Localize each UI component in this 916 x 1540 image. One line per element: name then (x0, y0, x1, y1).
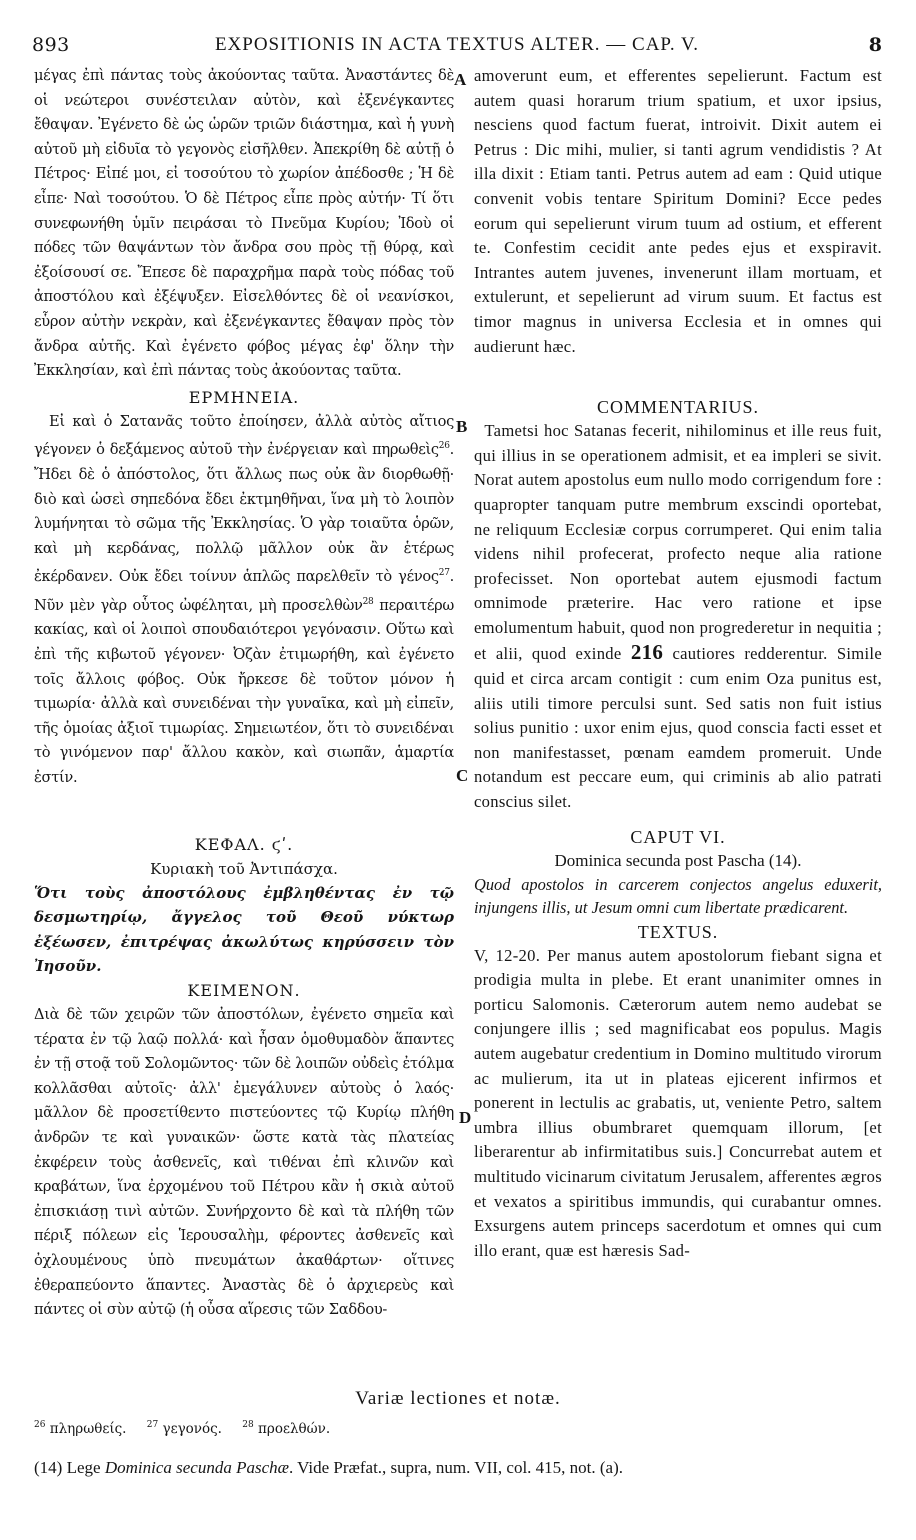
greek-text-bottom: Διὰ δὲ τῶν χειρῶν τῶν ἀποστόλων, ἐγένετο σημεῖα καὶ τέρατα ἐν τῷ λαῷ πολλά· καὶ ἦσαν ὁμοθυμαδὸν ἅπαντες ἐν τῇ στοᾷ τοῦ Σολομῶντος· τῶν δὲ λοιπῶν οὐδεὶς ἐτόλμα κολλᾶσθαι αὐτοῖς· ἀλλ' ἐμεγάλυνεν αὐτοὺς ὁ λαός· μᾶλλον δὲ προσετίθεντο πιστεύοντες τῷ Κυρίῳ πλήθη ἀνδρῶν τε καὶ γυναικῶν· ὥστε κατὰ τὰς πλατείας ἐκφέρειν τοὺς ἀσθενεῖς, καὶ τιθέναι ἐπὶ κλινῶν καὶ κραβάτων, ἵνα ἐρχομένου τοῦ Πέτρου κἂν ἡ σκιὰ αὐτοῦ ἐπισκιάσῃ τινὶ αὐτῶν. Συνήρχοντο δὲ καὶ τὰ πλήθη τῶν πέριξ πόλεων εἰς Ἱερουσαλὴμ, φέροντες ἀσθενεῖς καὶ ὀχλουμένους ὑπὸ πνευμάτων ἀκαθάρτων· οἵτινες ἐθεραπεύοντο ἅπαντες. Ἀναστὰς δὲ ὁ ἀρχιερεὺς καὶ πάντες οἱ σὺν αὐτῷ (ἡ οὖσα αἵρεσις τῶν Σαδδου- (34, 1006, 454, 1319)
greek-sunday-line: Κυριακὴ τοῦ Ἀντιπάσχα. (150, 859, 338, 878)
latin-text-bottom: V, 12-20. Per manus autem apostolorum fiebant signa et prodigia multa in plebe. Et erant unanimiter omnes in porticu Salomonis. Cæterorum autem nemo audebat se conjungere illis ; sed magnificabat eos populus. Magis autem augebatur credentium in Domino multitudo virorum ac mulierum, ita ut in plateas ejicerent infirmos et ponerent in lectulis ac grabatis, ut, veniente Petro, saltem umbra illius obumbraret quemquam illorum, [et liberarentur ab infirmitatibus suis.] Concurrebat autem et multitudo vicinarum civitatum Jerusalem, afferentes ægros et vexatos a spiritibus immundis, qui curabantur omnes. Exsurgens autem princeps sacerdotum et omnes qui cum illo erant, quæ est hæresis Sad- (474, 945, 882, 1260)
dominica-line: Dominica secunda post Pascha (14). (554, 850, 802, 870)
variant-28 (242, 1421, 330, 1437)
margin-letter-a: A (454, 70, 467, 89)
page-number: 893 (32, 34, 70, 56)
footnote-italic: Dominica secunda Paschæ (104, 1458, 289, 1477)
textus-heading: TEXTUS. (637, 921, 719, 942)
hermeneia-heading: ΕΡΜΗΝΕΙΑ. (188, 387, 300, 407)
latin-text-top: amoverunt eum, et efferentes sepelierunt. Factum est autem quasi horarum trium spatium, et uxor ipsius, nesciens quod factum fuerat, introivit. Dixit autem ei Petrus : Dic mihi, mulier, si tanti agrum vendidistis ? At illa dixit : Etiam tanti. Petrus autem ad eam : Quid utique convenit vobis tentare Spiritum Domini? Ecce pedes eorum qui sepelierunt virum tuum ad ostium, et efferent te. Confestim cecidit ante pedes ejus et exspiravit. Intrantes autem juvenes, invenerunt illam mortuam, et extulerunt, et sepelierunt ad virum suum. Et factus est timor magnus in universa Ecclesia et in omnes qui audierunt hæc. (474, 66, 882, 356)
footnote-14 (34, 1458, 623, 1478)
latin-column (474, 64, 882, 1263)
variant-27-num: 27 (146, 1420, 159, 1430)
variant-26-text: πληρωθείς. (49, 1421, 127, 1437)
greek-chapter-heading: ΚΕΦΑΛ. ϛʹ. (194, 834, 294, 854)
commentarius-text (474, 419, 882, 815)
greek-column (34, 64, 454, 1323)
commentarius-part-2: cautiores redderentur. Simile quid et circa arcam contigit : cum enim Oza punitus est, aliis utili timore perculsi sunt. Sed satis non fuit istius solius punitio : uxor enim ejus, quod conscia facti esset et non manifestasset, pœnam eamdem promeruit. Unde notandum est peccare eum, qui criminis ab alio patrati conscius silet. (474, 644, 882, 812)
variant-27-text: γεγονός. (162, 1421, 222, 1437)
column-number: 8 (868, 34, 882, 56)
footnote-mark: (14) Lege (34, 1458, 105, 1477)
caput-heading: CAPUT VI. (630, 826, 726, 847)
hermeneia-part-2: . Ἤδει δὲ ὁ ἀπόστολος, ὅτι ἄλλως πως οὐκ ἂν διορθωθῇ· διὸ καὶ ὡσεὶ σηπεδόνα ἔδει ἐκτμηθῆναι, ἵνα μὴ τὸ λοιπὸν λυμήνηται τὸ σῶμα τῆς Ἐκκλησίας. Ὁ γὰρ τοιαῦτα ὁρῶν, καὶ μὴ κερδάνας, πολλῷ μᾶλλον οὐκ ἂν ἑτέρως ἐκέρδανεν. Οὐκ ἔδει τοίνυν ἁπλῶς παρελθεῖν τὸ γένος (34, 441, 454, 586)
keimenon-heading: ΚΕΙΜΕΝΟΝ. (187, 981, 301, 1000)
commentarius-heading: COMMENTARIUS. (596, 397, 760, 418)
margin-letter-d: D (459, 1108, 472, 1127)
variant-ref-28: 28 (362, 596, 374, 607)
hermeneia-text (34, 410, 454, 791)
variant-ref-26: 26 (438, 441, 450, 452)
greek-text-top: μέγας ἐπὶ πάντας τοὺς ἀκούοντας ταῦτα. Ἀναστάντες δὲ οἱ νεώτεροι συνέστειλαν αὐτὸν, καὶ ἐξενέγκαντες ἔθαψαν. Ἐγένετο δὲ ὡς ὡρῶν τριῶν διάστημα, καὶ ἡ γυνὴ αὐτοῦ μὴ εἰδυῖα τὸ γεγονὸς εἰσῆλθεν. Ἀπεκρίθη δὲ αὐτῇ ὁ Πέτρος· Εἰπέ μοι, εἰ τοσούτου τὸ χωρίον ἀπέδοσθε ; Ἡ δὲ εἶπε· Ναὶ τοσούτου. Ὁ δὲ Πέτρος εἶπε πρὸς αὐτήν· Τί ὅτι συνεφωνήθη ὑμῖν πειράσαι τὸ Πνεῦμα Κυρίου; Ἰδοὺ οἱ πόδες τῶν θαψάντων τὸν ἄνδρα σου πρὸς τῇ θύρᾳ, καὶ ἐξοίσουσί σε. Ἔπεσε δὲ παραχρῆμα παρὰ τοὺς πόδας τοῦ ἀποστόλου καὶ ἐξέψυξεν. Εἰσελθόντες δὲ οἱ νεανίσκοι, εὗρον αὐτὴν νεκρὰν, καὶ ἐξενέγκαντες ἔθαψαν πρὸς τὸν ἄνδρα αὐτῆς. Καὶ ἐγένετο φόβος μέγας ἐφ' ὅλην τὴν Ἐκκλησίαν, καὶ ἐπὶ πάντας τοὺς ἀκούοντας ταῦτα. (34, 67, 454, 380)
variant-ref-27: 27 (438, 568, 450, 579)
latin-chapter-summary: Quod apostolos in carcerem conjectos angelus eduxerit, injungens illis, ut Jesum omni cum libertate prædicarent. (474, 874, 882, 918)
variant-26 (34, 1421, 126, 1437)
greek-chapter-summary: Ὅτι τοὺς ἀποστόλους ἐμβληθέντας ἐν τῷ δεσμωτηρίῳ, ἄγγελος τοῦ Θεοῦ νύκτωρ ἐξέωσεν, ἐπιτρέψας ἀκωλύτως κηρύσσειν τὸν Ἰησοῦν. (34, 883, 454, 976)
running-header (32, 34, 882, 60)
variae-heading: Variæ lectiones et notæ. (355, 1388, 561, 1409)
hermeneia-part-1: Εἰ καὶ ὁ Σατανᾶς τοῦτο ἐποίησεν, ἀλλὰ αὐτὸς αἴτιος γέγονεν ὁ δεξάμενος αὐτοῦ τὴν ἐνέργειαν καὶ πηρωθεὶς (34, 412, 454, 459)
running-title: EXPOSITIONIS IN ACTA TEXTUS ALTER. — CAP. V. (214, 34, 700, 55)
column-marker-216: 216 (630, 640, 664, 665)
commentarius-part-1: Tametsi hoc Satanas fecerit, nihilominus et ille reus fuit, qui illius in se operationem admisit, et ea impleri se sivit. Norat autem apostolus eum nullo modo corrigendum fore : quapropter tanquam putre membrum exscindi oportebat, ne reliquum Ecclesiæ corpus corrumperet. Qui enim talia videns nihil profecerat, profecto neque alia ratione profecisset. Non oportebat autem ejusmodi factum omnimode præterire. Hac vero ratione et ipse emolumentum habuit, quod non progrederetur in nequitia ; et alii, quod exinde (474, 421, 882, 664)
variant-26-num: 26 (34, 1420, 46, 1430)
variant-27 (147, 1421, 222, 1437)
footnote-rest: . Vide Præfat., supra, num. VII, col. 415, not. (a). (288, 1458, 624, 1477)
variant-readings (34, 1420, 346, 1437)
margin-letter-c: C (456, 766, 469, 785)
variant-28-text: προελθών. (258, 1421, 331, 1437)
variant-28-num: 28 (242, 1420, 254, 1430)
hermeneia-part-4: περαιτέρω κακίας, καὶ οἱ λοιποὶ σπουδαιότεροι γεγόνασιν. Οὕτω καὶ ἐπὶ τῆς κιβωτοῦ γέγονεν· Ὀζὰν ἐτιμωρήθη, καὶ ἐγένετο τοῖς ἄλλοις φόβος. Οὐκ ἤρκεσε δὲ τοῦτον μόνον ἡ τιμωρία· ἀλλὰ καὶ συνειδέναι τὴν γυναῖκα, καὶ μὴ εἰπεῖν, τῆς ὁμοίας ἀξιοῖ τιμωρίας. Σημειωτέον, ὅτι τὸ συνειδέναι τὸ γινόμενον παρ' ἄλλου κακὸν, καὶ σιωπᾶν, ἁμαρτία ἐστίν. (34, 596, 455, 787)
margin-letter-b: B (456, 417, 468, 436)
hermeneia-part-3: . Νῦν μὲν γὰρ οὗτος ὠφέληται, μὴ προσελθὼν (34, 568, 454, 614)
